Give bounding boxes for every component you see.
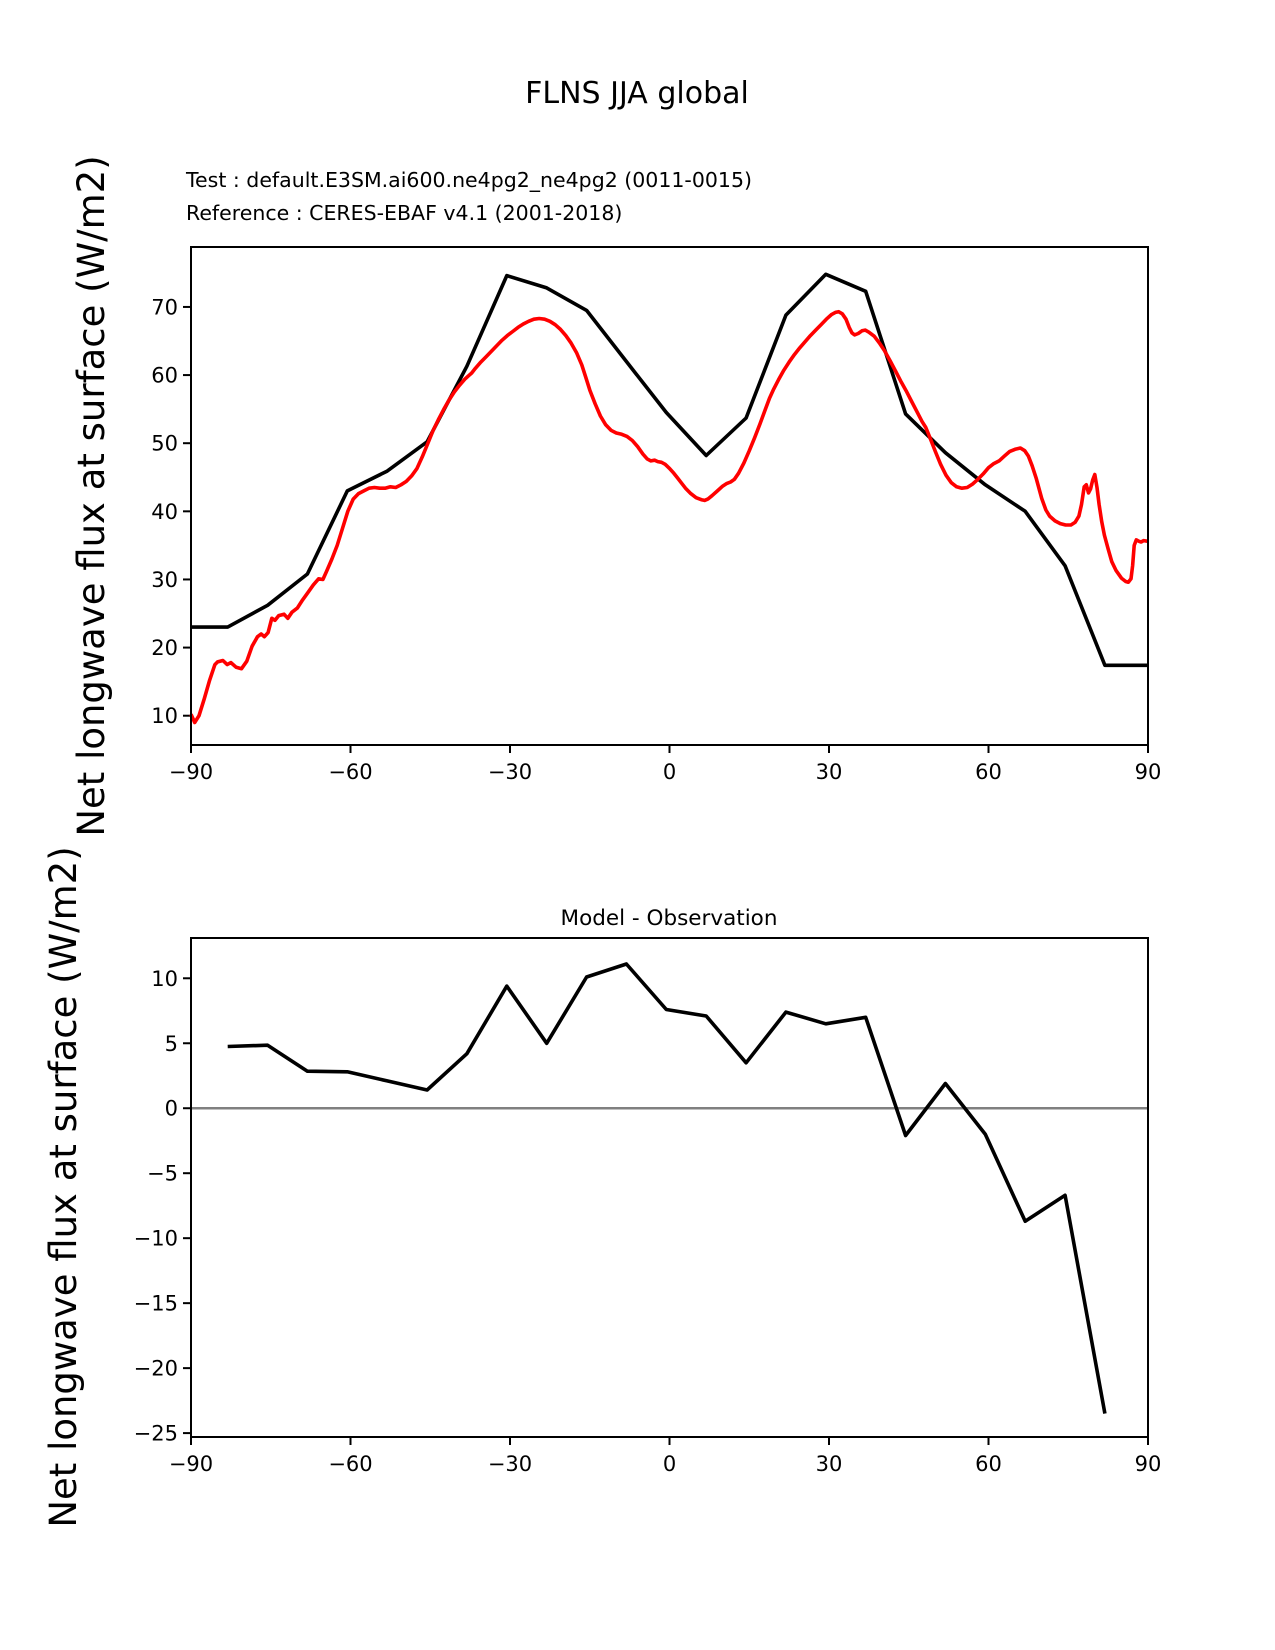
y-tick-label: 20 (151, 636, 178, 661)
bottom-chart-plot (134, 938, 1162, 1476)
x-tick-label: −30 (487, 1452, 533, 1476)
diff-series (228, 964, 1105, 1414)
x-tick-label: 90 (1134, 760, 1162, 784)
y-tick-label: −20 (133, 1356, 178, 1381)
y-tick-label: 50 (151, 431, 178, 456)
x-tick-label: −60 (328, 1452, 373, 1476)
y-tick-label: 60 (151, 363, 178, 388)
y-tick-label: 10 (151, 704, 178, 729)
y-tick-label: 30 (151, 567, 178, 592)
x-tick-label: 60 (975, 760, 1002, 784)
y-tick-label: −15 (133, 1291, 178, 1316)
top-chart-plot (151, 247, 1161, 784)
y-tick-label: −5 (147, 1161, 178, 1186)
x-tick-label: −30 (487, 760, 533, 784)
plot-frame (191, 938, 1148, 1437)
x-tick-label: 0 (662, 760, 677, 784)
test-legend-label: Test : default.E3SM.ai600.ne4pg2_ne4pg2 (0011-0015) (186, 168, 753, 192)
y-tick-label: −25 (133, 1421, 178, 1446)
y-tick-label: 70 (151, 295, 178, 320)
y-tick-label: 0 (164, 1096, 178, 1121)
bottom-y-axis-label: Net longwave flux at surface (W/m2) (42, 846, 85, 1528)
page-title: FLNS JJA global (525, 76, 749, 111)
x-tick-label: −90 (168, 760, 214, 784)
x-tick-label: 90 (1134, 1452, 1162, 1476)
x-tick-label: 30 (815, 760, 843, 784)
y-tick-label: 10 (151, 966, 178, 991)
x-tick-label: 0 (662, 1452, 677, 1476)
reference-legend-label: Reference : CERES-EBAF v4.1 (2001-2018) (186, 201, 623, 225)
y-tick-label: 5 (164, 1031, 178, 1056)
x-tick-label: −90 (168, 1452, 214, 1476)
x-tick-label: 30 (815, 1452, 843, 1476)
top-y-axis-label: Net longwave flux at surface (W/m2) (70, 155, 113, 837)
y-tick-label: −10 (133, 1226, 178, 1251)
x-tick-label: −60 (328, 760, 373, 784)
y-tick-label: 40 (151, 499, 178, 524)
bottom-chart-title: Model - Observation (560, 906, 778, 931)
x-tick-label: 60 (975, 1452, 1002, 1476)
